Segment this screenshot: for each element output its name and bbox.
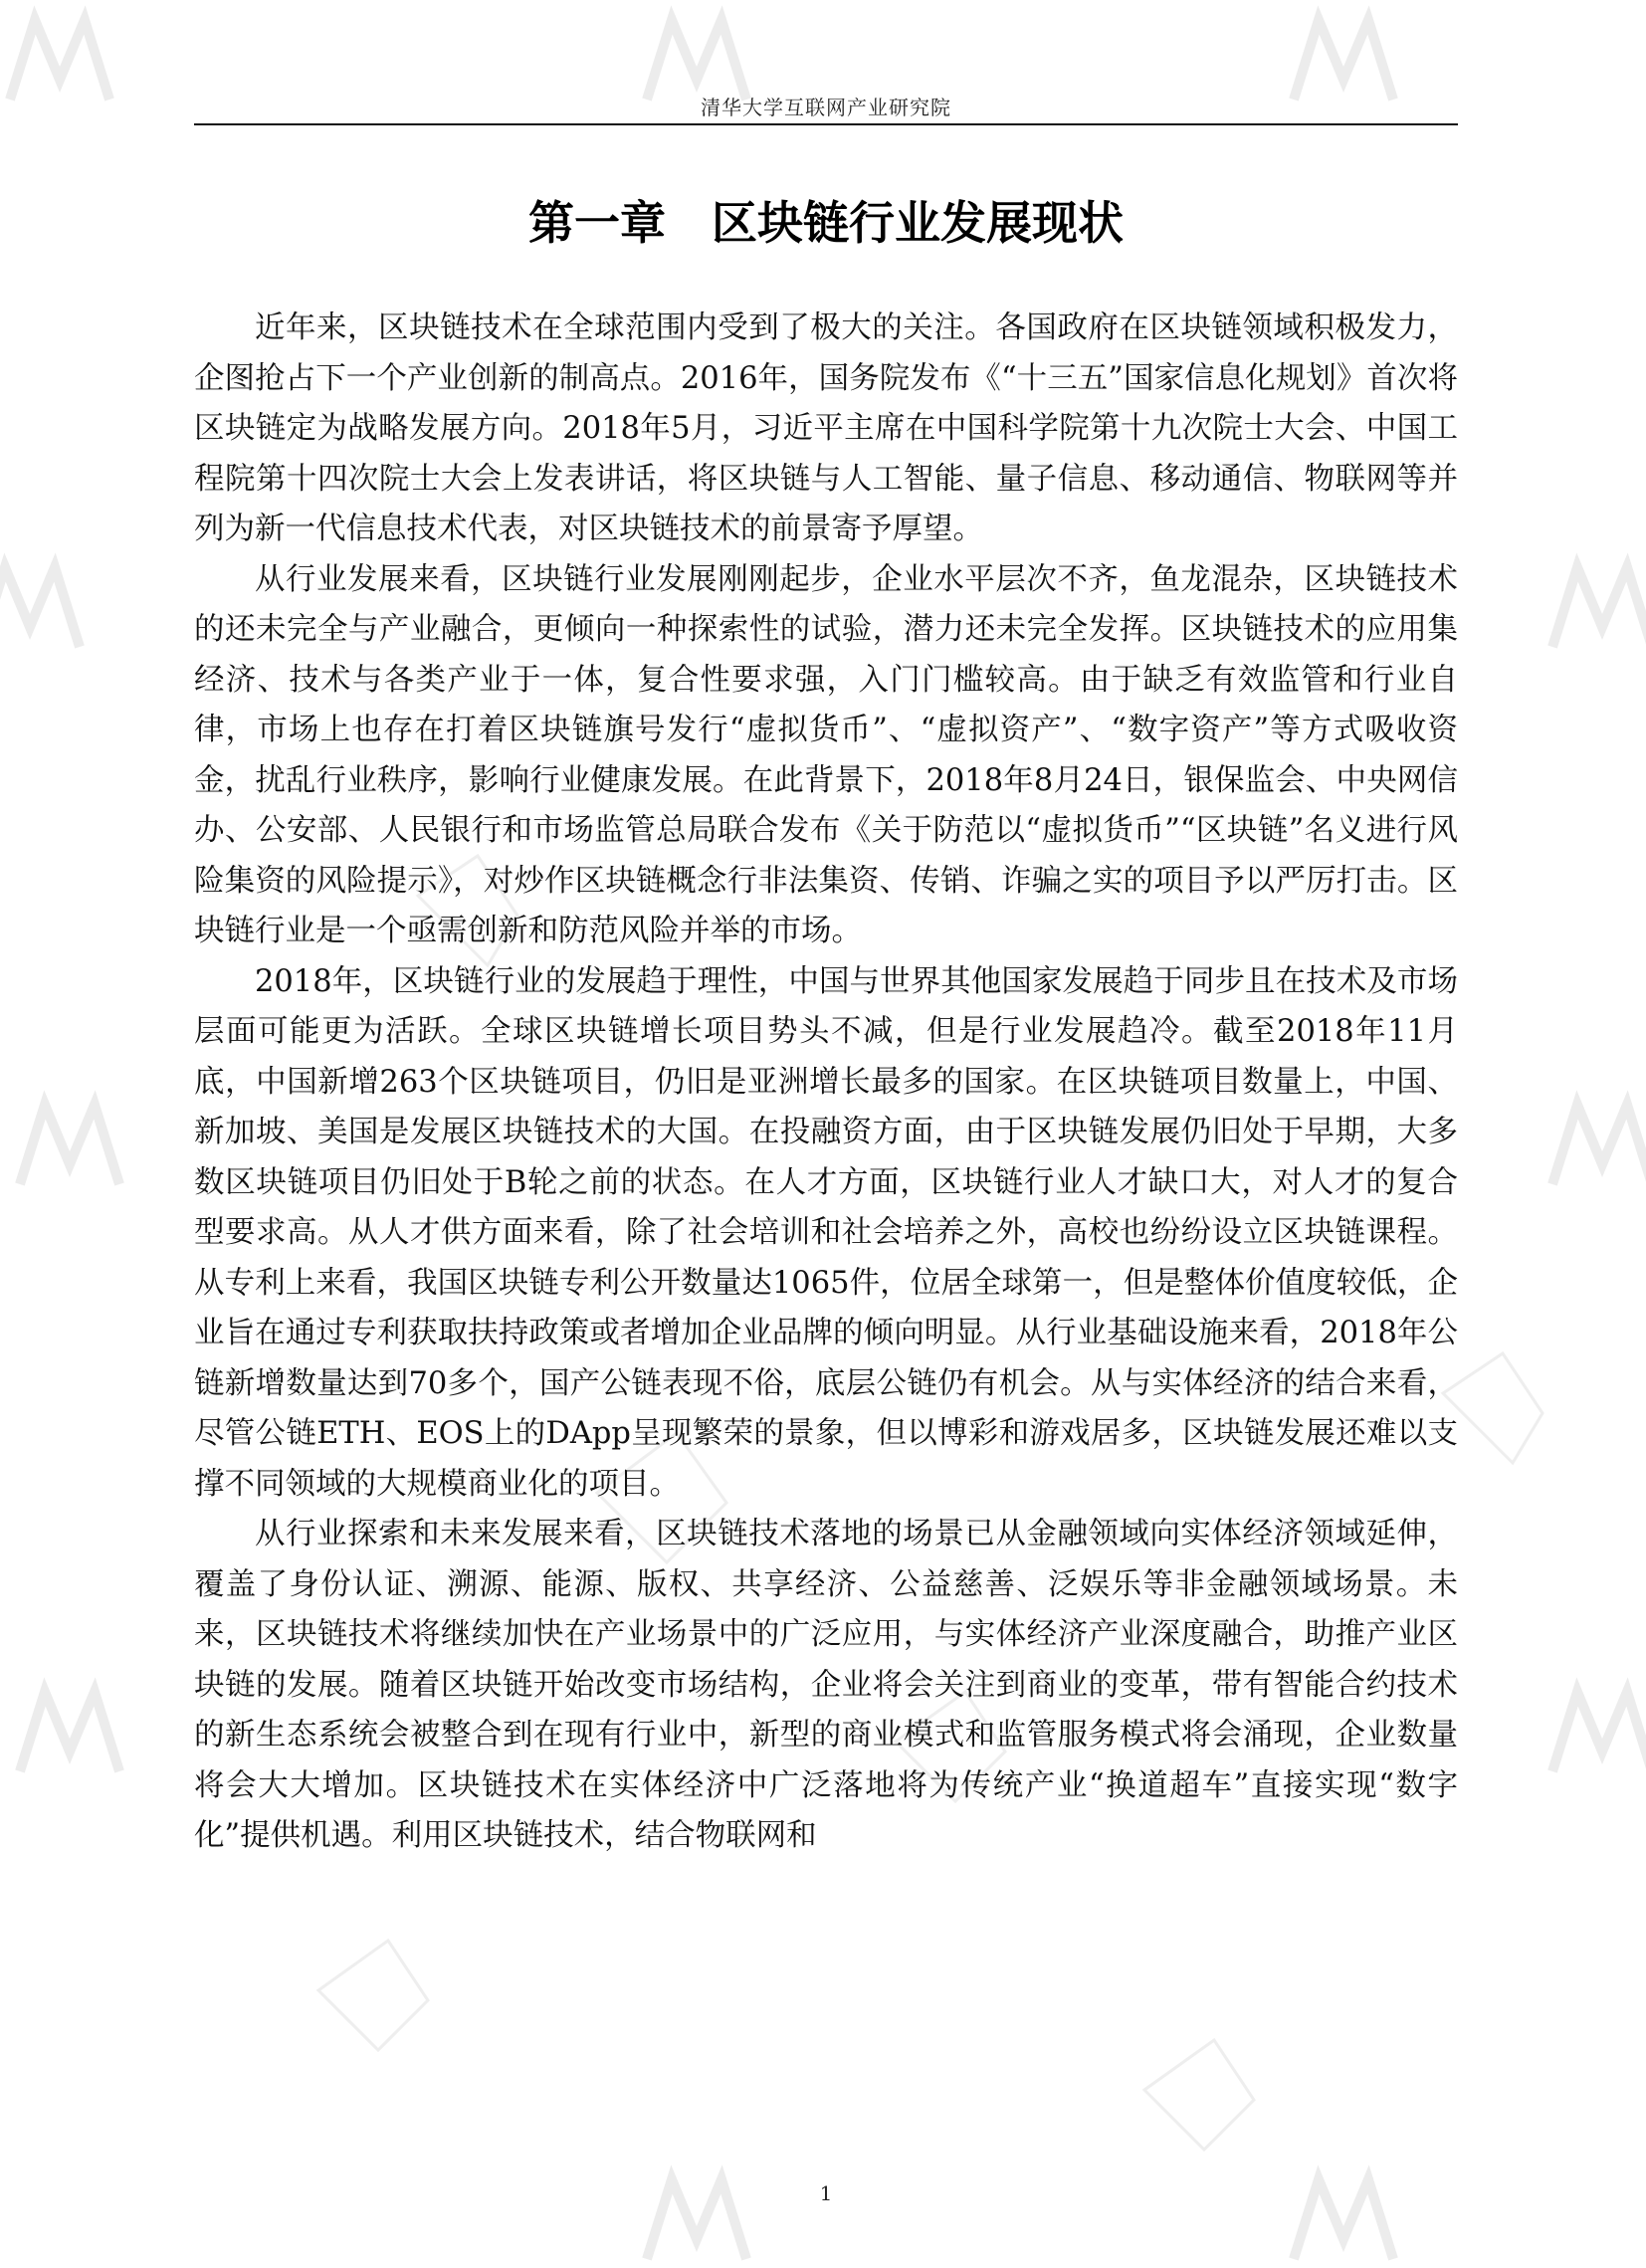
page-number: 1 xyxy=(819,2181,833,2205)
header-divider xyxy=(194,123,1458,125)
paragraph-2: 从行业发展来看，区块链行业发展刚刚起步，企业水平层次不齐，鱼龙混杂，区块链技术的还未完全与产业融合，更倾向一种探索性的试验，潜力还未完全发挥。区块链技术的应用集经济、技术与各类产业于一体，复合性要求强，入门门槛较高。由于缺乏有效监管和行业自律，市场上也存在打着区块链旗号发行“虚拟货币”、“虚拟资产”、“数字资产”等方式吸收资金，扰乱行业秩序，影响行业健康发展。在此背景下，2018年8月24日，银保监会、中央网信办、公安部、人民银行和市场监管总局联合发布《关于防范以“虚拟货币”“区块链”名义进行风险集资的风险提示》，对炒作区块链概念行非法集资、传销、诈骗之实的项目予以严厉打击。区块链行业是一个亟需创新和防范风险并举的市场。 xyxy=(194,561,1458,948)
chapter-title: 第一章 区块链行业发展现状 xyxy=(528,196,1124,250)
paragraph-1: 近年来，区块链技术在全球范围内受到了极大的关注。各国政府在区块链领域积极发力，企图抢占下一个产业创新的制高点。2016年，国务院发布《“十三五”国家信息化规划》首次将区块链定为战略发展方向。2018年5月，习近平主席在中国科学院第十九次院士大会、中国工程院第十四次院士大会上发表讲话，将区块链与人工智能、量子信息、移动通信、物联网等并列为新一代信息技术代表，对区块链技术的前景寄予厚望。 xyxy=(194,310,1458,546)
running-header: 清华大学互联网产业研究院 xyxy=(701,96,951,119)
paragraph-4: 从行业探索和未来发展来看，区块链技术落地的场景已从金融领域向实体经济领域延伸，覆盖了身份认证、溯源、能源、版权、共享经济、公益慈善、泛娱乐等非金融领域场景。未来，区块链技术将继续加快在产业场景中的广泛应用，与实体经济产业深度融合，助推产业区块链的发展。随着区块链开始改变市场结构，企业将会关注到商业的变革，带有智能合约技术的新生态系统会被整合到在现有行业中，新型的商业模式和监管服务模式将会涌现，企业数量将会大大增加。区块链技术在实体经济中广泛落地将为传统产业“换道超车”直接实现“数字化”提供机遇。利用区块链技术，结合物联网和 xyxy=(194,1517,1458,1853)
paragraph-3: 2018年，区块链行业的发展趋于理性，中国与世界其他国家发展趋于同步且在技术及市场层面可能更为活跃。全球区块链增长项目势头不减，但是行业发展趋冷。截至2018年11月底，中国新增263个区块链项目，仍旧是亚洲增长最多的国家。在区块链项目数量上，中国、新加坡、美国是发展区块链技术的大国。在投融资方面，由于区块链发展仍旧处于早期，大多数区块链项目仍旧处于B轮之前的状态。在人才方面，区块链行业人才缺口大，对人才的复合型要求高。从人才供方面来看，除了社会培训和社会培养之外，高校也纷纷设立区块链课程。从专利上来看，我国区块链专利公开数量达1065件，位居全球第一，但是整体价值度较低，企业旨在通过专利获取扶持政策或者增加企业品牌的倾向明显。从行业基础设施来看，2018年公链新增数量达到70多个，国产公链表现不俗，底层公链仍有机会。从与实体经济的结合来看，尽管公链ETH、EOS上的DApp呈现繁荣的景象，但以博彩和游戏居多，区块链发展还难以支撑不同领域的大规模商业化的项目。 xyxy=(194,963,1458,1502)
body-text xyxy=(194,304,1458,1862)
